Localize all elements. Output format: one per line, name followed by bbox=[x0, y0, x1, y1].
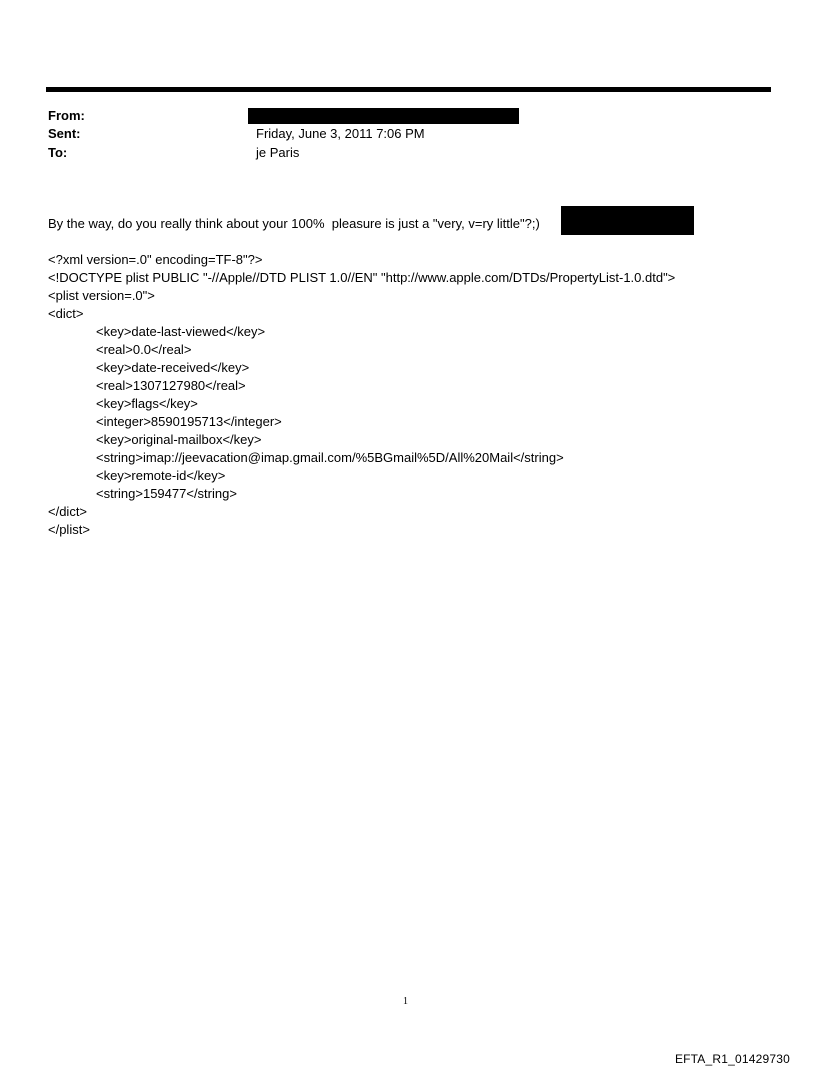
message-redaction bbox=[561, 206, 694, 235]
document-id: EFTA_R1_01429730 bbox=[674, 1052, 790, 1066]
message-text: By the way, do you really think about your 100% pleasure is just a "very, v=ry little"?;) bbox=[48, 216, 540, 231]
to-value: je Paris bbox=[256, 145, 300, 160]
xml-line: <string>159477</string> bbox=[96, 486, 237, 501]
sent-value: Friday, June 3, 2011 7:06 PM bbox=[256, 126, 425, 141]
xml-line: <plist version=.0"> bbox=[48, 288, 155, 303]
xml-line: <key>flags</key> bbox=[96, 396, 198, 411]
xml-line: <key>date-received</key> bbox=[96, 360, 250, 375]
xml-line: <real>0.0</real> bbox=[96, 342, 192, 357]
xml-line: </plist> bbox=[48, 522, 90, 537]
header-rule bbox=[46, 87, 771, 92]
xml-line: <real>1307127980</real> bbox=[96, 378, 246, 393]
xml-line: <key>remote-id</key> bbox=[96, 468, 226, 483]
to-label: To: bbox=[48, 145, 68, 160]
xml-line: </dict> bbox=[48, 504, 88, 519]
from-redaction bbox=[248, 108, 519, 124]
sent-label: Sent: bbox=[48, 126, 81, 141]
xml-line: <string>imap://jeevacation@imap.gmail.com/%5BGmail%5D/All%20Mail</string> bbox=[96, 450, 564, 465]
xml-line: <integer>8590195713</integer> bbox=[96, 414, 282, 429]
xml-line: <dict> bbox=[48, 306, 84, 321]
from-label: From: bbox=[48, 108, 85, 123]
xml-line: <?xml version=.0" encoding=TF-8"?> bbox=[48, 252, 263, 267]
page-number: 1 bbox=[403, 996, 408, 1007]
xml-line: <!DOCTYPE plist PUBLIC "-//Apple//DTD PLIST 1.0//EN" "http://www.apple.com/DTDs/PropertyList-1.0.dtd"> bbox=[48, 270, 676, 285]
xml-line: <key>date-last-viewed</key> bbox=[96, 324, 266, 339]
xml-line: <key>original-mailbox</key> bbox=[96, 432, 262, 447]
